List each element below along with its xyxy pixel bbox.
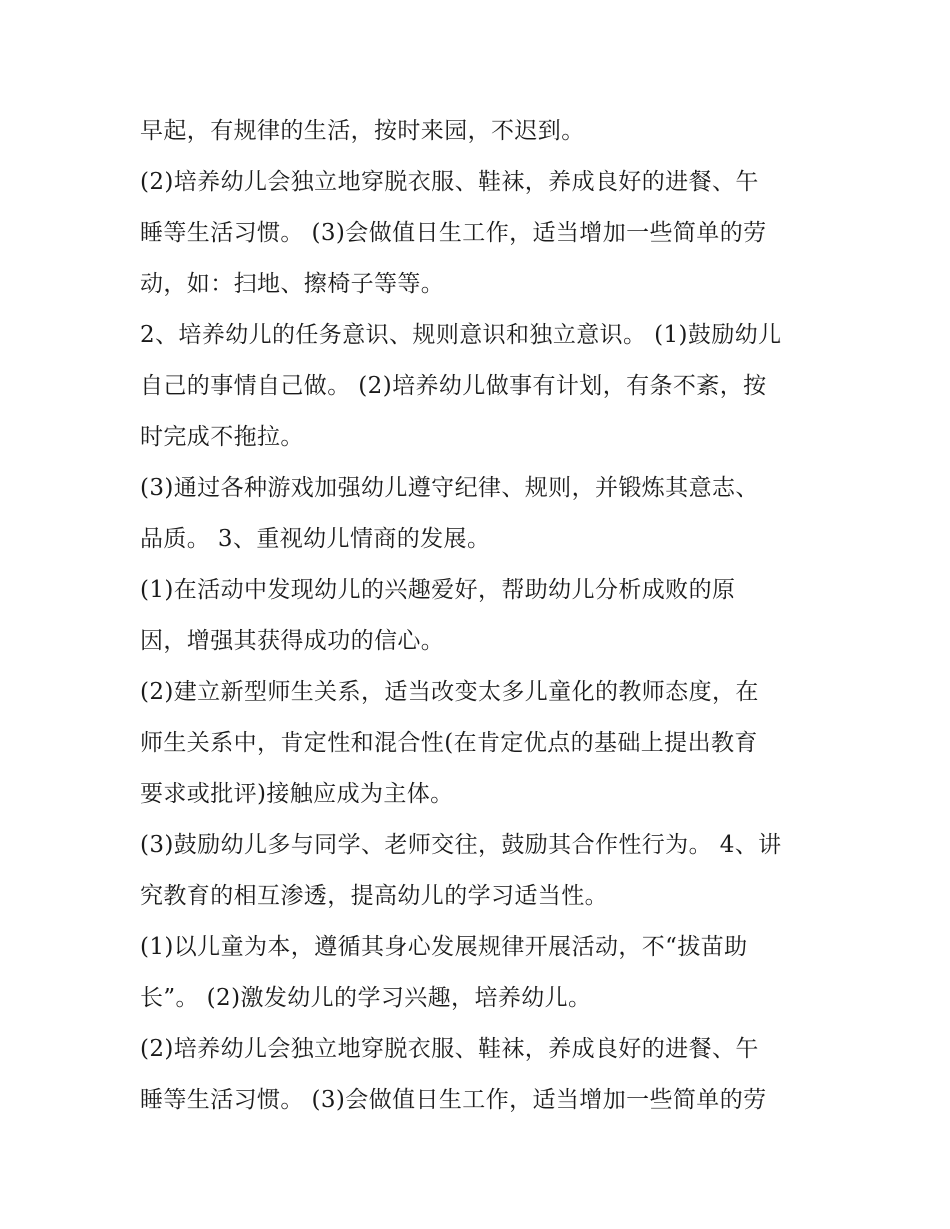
- text-line: 要求或批评)接触应成为主体。: [140, 781, 454, 807]
- text-line: 自己的事情自己做。 (2)培养幼儿做事有计划，有条不紊，按: [140, 373, 767, 399]
- text-line: 因，增强其获得成功的信心。: [140, 628, 445, 654]
- text-line: 早起，有规律的生活，按时来园，不迟到。: [140, 118, 585, 144]
- text-line: 师生关系中，肯定性和混合性(在肯定优点的基础上提出教育: [140, 730, 758, 756]
- text-line: (1)在活动中发现幼儿的兴趣爱好，帮助幼儿分析成败的原: [140, 577, 736, 603]
- text-line: (3)鼓励幼儿多与同学、老师交往，鼓励其合作性行为。 4、讲: [140, 832, 782, 858]
- text-line: 长”。 (2)激发幼儿的学习兴趣，培养幼儿。: [140, 985, 592, 1011]
- text-line: 时完成不拖拉。: [140, 424, 304, 450]
- text-line: 品质。 3、重视幼儿情商的发展。: [140, 526, 491, 552]
- text-line: (2)培养幼儿会独立地穿脱衣服、鞋袜，养成良好的进餐、午: [140, 1036, 759, 1062]
- text-line: 动，如：扫地、擦椅子等等。: [140, 271, 445, 297]
- text-line: (2)培养幼儿会独立地穿脱衣服、鞋袜，养成良好的进餐、午: [140, 169, 759, 195]
- text-line: (2)建立新型师生关系，适当改变太多儿童化的教师态度，在: [140, 679, 759, 705]
- text-line: (1)以儿童为本，遵循其身心发展规律开展活动，不“拔苗助: [140, 934, 748, 960]
- text-line: (3)通过各种游戏加强幼儿遵守纪律、规则，并锻炼其意志、: [140, 475, 759, 501]
- text-line: 2、培养幼儿的任务意识、规则意识和独立意识。 (1)鼓励幼儿: [140, 322, 782, 348]
- text-line: 究教育的相互渗透，提高幼儿的学习适当性。: [140, 883, 608, 909]
- text-line: 睡等生活习惯。 (3)会做值日生工作，适当增加一些简单的劳: [140, 220, 767, 246]
- text-line: 睡等生活习惯。 (3)会做值日生工作，适当增加一些简单的劳: [140, 1087, 767, 1113]
